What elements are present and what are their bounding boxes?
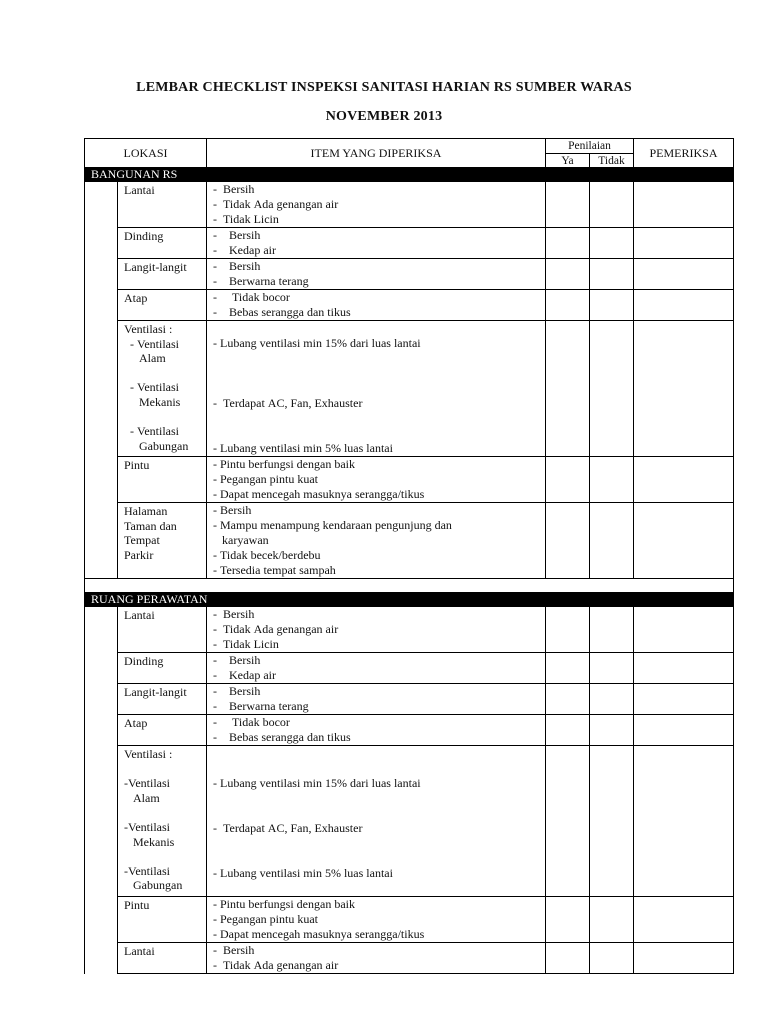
section-header-row <box>85 593 734 607</box>
ya-checkbox-cell[interactable] <box>546 715 590 746</box>
text-line <box>213 426 545 441</box>
tidak-checkbox-cell[interactable] <box>590 457 634 503</box>
document-subtitle: NOVEMBER 2013 <box>325 109 443 124</box>
tidak-checkbox-cell[interactable] <box>590 653 634 684</box>
text-line: - Tidak Licin <box>213 212 279 226</box>
checklist-row <box>85 897 734 943</box>
ya-checkbox-cell[interactable] <box>546 684 590 715</box>
lokasi-cell <box>118 228 207 259</box>
margin-cell <box>85 290 118 321</box>
text-line: - Mampu menampung kendaraan pengunjung dan <box>213 518 452 532</box>
ya-checkbox-cell[interactable] <box>546 897 590 943</box>
checklist-row <box>85 607 734 653</box>
text-line: - Pegangan pintu kuat <box>213 472 318 486</box>
margin-cell <box>85 228 118 259</box>
lokasi-cell <box>118 259 207 290</box>
checklist-row <box>85 684 734 715</box>
lokasi-cell <box>118 503 207 579</box>
checklist-row <box>85 943 734 974</box>
checklist-row <box>85 321 734 457</box>
pemeriksa-cell[interactable] <box>634 182 734 228</box>
tidak-checkbox-cell[interactable] <box>590 321 634 457</box>
text-line: -Ventilasi <box>124 776 170 791</box>
text-line: - Terdapat AC, Fan, Exhauster <box>213 821 363 835</box>
tidak-checkbox-cell[interactable] <box>590 182 634 228</box>
pemeriksa-cell[interactable] <box>634 746 734 897</box>
checklist-row <box>85 715 734 746</box>
text-line: - Tersedia tempat sampah <box>213 563 336 577</box>
text-line: -Ventilasi <box>124 863 170 878</box>
text-line <box>213 366 545 381</box>
text-line: - Ventilasi <box>124 424 179 439</box>
ya-checkbox-cell[interactable] <box>546 653 590 684</box>
text-line: - Kedap air <box>213 668 276 682</box>
text-line <box>124 849 206 864</box>
lokasi-cell <box>118 897 207 943</box>
header-lokasi: LOKASI <box>85 139 207 168</box>
text-line <box>213 851 545 866</box>
text-line: Lantai <box>124 944 155 958</box>
item-cell <box>207 259 546 290</box>
item-cell <box>207 684 546 715</box>
pemeriksa-cell[interactable] <box>634 228 734 259</box>
ya-checkbox-cell[interactable] <box>546 290 590 321</box>
text-line: Ventilasi : <box>124 747 173 761</box>
text-line: - Lubang ventilasi min 5% luas lantai <box>213 866 393 880</box>
text-line: - Bebas serangga dan tikus <box>213 730 351 744</box>
header-item: ITEM YANG DIPERIKSA <box>207 139 546 168</box>
margin-cell <box>85 503 118 579</box>
text-line: - Terdapat AC, Fan, Exhauster <box>213 396 363 410</box>
text-line: - Lubang ventilasi min 5% luas lantai <box>213 441 393 455</box>
text-line: - Kedap air <box>213 243 276 257</box>
text-line: - Bersih <box>213 607 255 621</box>
margin-cell <box>85 715 118 746</box>
text-line: - Tidak bocor <box>213 290 290 304</box>
checklist-row <box>85 290 734 321</box>
pemeriksa-cell[interactable] <box>634 259 734 290</box>
pemeriksa-cell[interactable] <box>634 290 734 321</box>
text-line: - Dapat mencegah masuknya serangga/tikus <box>213 487 425 501</box>
text-line: Langit-langit <box>124 685 187 699</box>
text-line: - Bersih <box>213 228 261 242</box>
margin-cell <box>85 943 118 974</box>
margin-cell <box>85 684 118 715</box>
text-line <box>213 321 545 336</box>
lokasi-cell <box>118 746 207 897</box>
text-line: - Berwarna terang <box>213 274 309 288</box>
item-cell <box>207 182 546 228</box>
tidak-checkbox-cell[interactable] <box>590 746 634 897</box>
text-line: Taman dan <box>124 518 177 533</box>
text-line: Alam <box>124 790 160 805</box>
text-line <box>213 806 545 821</box>
text-line: - Tidak Ada genangan air <box>213 197 339 211</box>
margin-cell <box>85 182 118 228</box>
ya-checkbox-cell[interactable] <box>546 457 590 503</box>
text-line: - Bersih <box>213 684 261 698</box>
checklist-row <box>85 228 734 259</box>
tidak-checkbox-cell[interactable] <box>590 290 634 321</box>
pemeriksa-cell[interactable] <box>634 897 734 943</box>
pemeriksa-cell[interactable] <box>634 715 734 746</box>
margin-cell <box>85 897 118 943</box>
text-line <box>124 410 206 425</box>
text-line: Mekanis <box>124 834 175 849</box>
pemeriksa-cell[interactable] <box>634 684 734 715</box>
pemeriksa-cell[interactable] <box>634 653 734 684</box>
item-cell <box>207 321 546 457</box>
checklist-row <box>85 653 734 684</box>
text-line: Lantai <box>124 608 155 622</box>
text-line <box>213 791 545 806</box>
item-cell <box>207 715 546 746</box>
tidak-checkbox-cell[interactable] <box>590 228 634 259</box>
lokasi-cell <box>118 321 207 457</box>
text-line: - Pintu berfungsi dengan baik <box>213 897 355 911</box>
text-line: Tempat <box>124 533 160 548</box>
text-line: - Ventilasi <box>124 336 179 351</box>
text-line: Ventilasi : <box>124 322 173 336</box>
lokasi-cell <box>118 290 207 321</box>
ya-checkbox-cell[interactable] <box>546 228 590 259</box>
item-cell <box>207 943 546 974</box>
margin-cell <box>85 607 118 653</box>
section-header: BANGUNAN RS <box>85 168 734 182</box>
text-line: Dinding <box>124 654 164 668</box>
text-line: Pintu <box>124 458 150 472</box>
text-line: - Dapat mencegah masuknya serangga/tikus <box>213 927 425 941</box>
text-line <box>213 836 545 851</box>
pemeriksa-cell[interactable] <box>634 943 734 974</box>
text-line <box>213 761 545 776</box>
document-title: LEMBAR CHECKLIST INSPEKSI SANITASI HARIAN RS SUMBER WARAS <box>136 80 632 95</box>
text-line: Lantai <box>124 183 155 197</box>
text-line: - Bersih <box>213 653 261 667</box>
item-cell <box>207 503 546 579</box>
text-line: - Ventilasi <box>124 380 179 395</box>
text-line <box>124 762 206 777</box>
checklist-row <box>85 503 734 579</box>
text-line: - Pegangan pintu kuat <box>213 912 318 926</box>
item-cell <box>207 746 546 897</box>
checklist-row <box>85 746 734 897</box>
text-line: Dinding <box>124 229 164 243</box>
text-line: - Tidak Licin <box>213 637 279 651</box>
text-line <box>124 366 206 381</box>
item-cell <box>207 228 546 259</box>
tidak-checkbox-cell[interactable] <box>590 943 634 974</box>
ya-checkbox-cell[interactable] <box>546 259 590 290</box>
section-header: RUANG PERAWATAN <box>85 593 734 607</box>
text-line <box>213 746 545 761</box>
margin-cell <box>85 259 118 290</box>
lokasi-cell <box>118 457 207 503</box>
text-line: Alam <box>124 351 166 366</box>
text-line: -Ventilasi <box>124 819 170 834</box>
margin-cell <box>85 746 118 897</box>
lokasi-cell <box>118 182 207 228</box>
text-line: - Bersih <box>213 259 261 273</box>
ya-checkbox-cell[interactable] <box>546 607 590 653</box>
ya-checkbox-cell[interactable] <box>546 746 590 897</box>
pemeriksa-cell[interactable] <box>634 321 734 457</box>
text-line: karyawan <box>213 533 269 547</box>
item-cell <box>207 457 546 503</box>
text-line <box>213 411 545 426</box>
header-penilaian: Penilaian <box>546 139 634 154</box>
spacer-cell <box>85 579 734 593</box>
text-line: - Tidak becek/berdebu <box>213 548 321 562</box>
checklist-row <box>85 457 734 503</box>
text-line: Halaman <box>124 504 168 518</box>
section-header-row <box>85 168 734 182</box>
text-line: - Bersih <box>213 503 252 517</box>
header-pemeriksa: PEMERIKSA <box>634 139 734 168</box>
tidak-checkbox-cell[interactable] <box>590 684 634 715</box>
ya-checkbox-cell[interactable] <box>546 503 590 579</box>
item-cell <box>207 653 546 684</box>
tidak-checkbox-cell[interactable] <box>590 607 634 653</box>
lokasi-cell <box>118 684 207 715</box>
text-line: - Tidak Ada genangan air <box>213 622 339 636</box>
text-line: - Bersih <box>213 182 255 196</box>
tidak-checkbox-cell[interactable] <box>590 715 634 746</box>
text-line: Atap <box>124 291 148 305</box>
ya-checkbox-cell[interactable] <box>546 943 590 974</box>
spacer-row <box>85 579 734 593</box>
checklist-row <box>85 259 734 290</box>
text-line: - Bebas serangga dan tikus <box>213 305 351 319</box>
text-line: - Tidak bocor <box>213 715 290 729</box>
text-line: - Pintu berfungsi dengan baik <box>213 457 355 471</box>
pemeriksa-cell[interactable] <box>634 607 734 653</box>
text-line: - Bersih <box>213 943 255 957</box>
margin-cell <box>85 457 118 503</box>
ya-checkbox-cell[interactable] <box>546 182 590 228</box>
margin-cell <box>85 653 118 684</box>
tidak-checkbox-cell[interactable] <box>590 259 634 290</box>
text-line: - Lubang ventilasi min 15% dari luas lantai <box>213 336 421 350</box>
text-line: Gabungan <box>124 878 183 893</box>
ya-checkbox-cell[interactable] <box>546 321 590 457</box>
text-line: Gabungan <box>124 438 189 453</box>
text-line <box>213 381 545 396</box>
text-line: - Lubang ventilasi min 15% dari luas lantai <box>213 776 421 790</box>
text-line <box>124 805 206 820</box>
lokasi-cell <box>118 715 207 746</box>
lokasi-cell <box>118 607 207 653</box>
lokasi-cell <box>118 653 207 684</box>
text-line <box>213 351 545 366</box>
text-line: Parkir <box>124 547 154 562</box>
text-line <box>213 881 545 896</box>
text-line: Mekanis <box>124 394 181 409</box>
item-cell <box>207 290 546 321</box>
margin-cell <box>85 321 118 457</box>
tidak-checkbox-cell[interactable] <box>590 503 634 579</box>
pemeriksa-cell[interactable] <box>634 503 734 579</box>
checklist-table <box>84 138 734 974</box>
text-line: - Berwarna terang <box>213 699 309 713</box>
text-line: Pintu <box>124 898 150 912</box>
header-ya: Ya <box>546 154 590 168</box>
checklist-row <box>85 182 734 228</box>
tidak-checkbox-cell[interactable] <box>590 897 634 943</box>
item-cell <box>207 607 546 653</box>
text-line: Atap <box>124 716 148 730</box>
header-tidak: Tidak <box>590 154 634 168</box>
pemeriksa-cell[interactable] <box>634 457 734 503</box>
text-line: - Tidak Ada genangan air <box>213 958 339 972</box>
lokasi-cell <box>118 943 207 974</box>
item-cell <box>207 897 546 943</box>
text-line: Langit-langit <box>124 260 187 274</box>
